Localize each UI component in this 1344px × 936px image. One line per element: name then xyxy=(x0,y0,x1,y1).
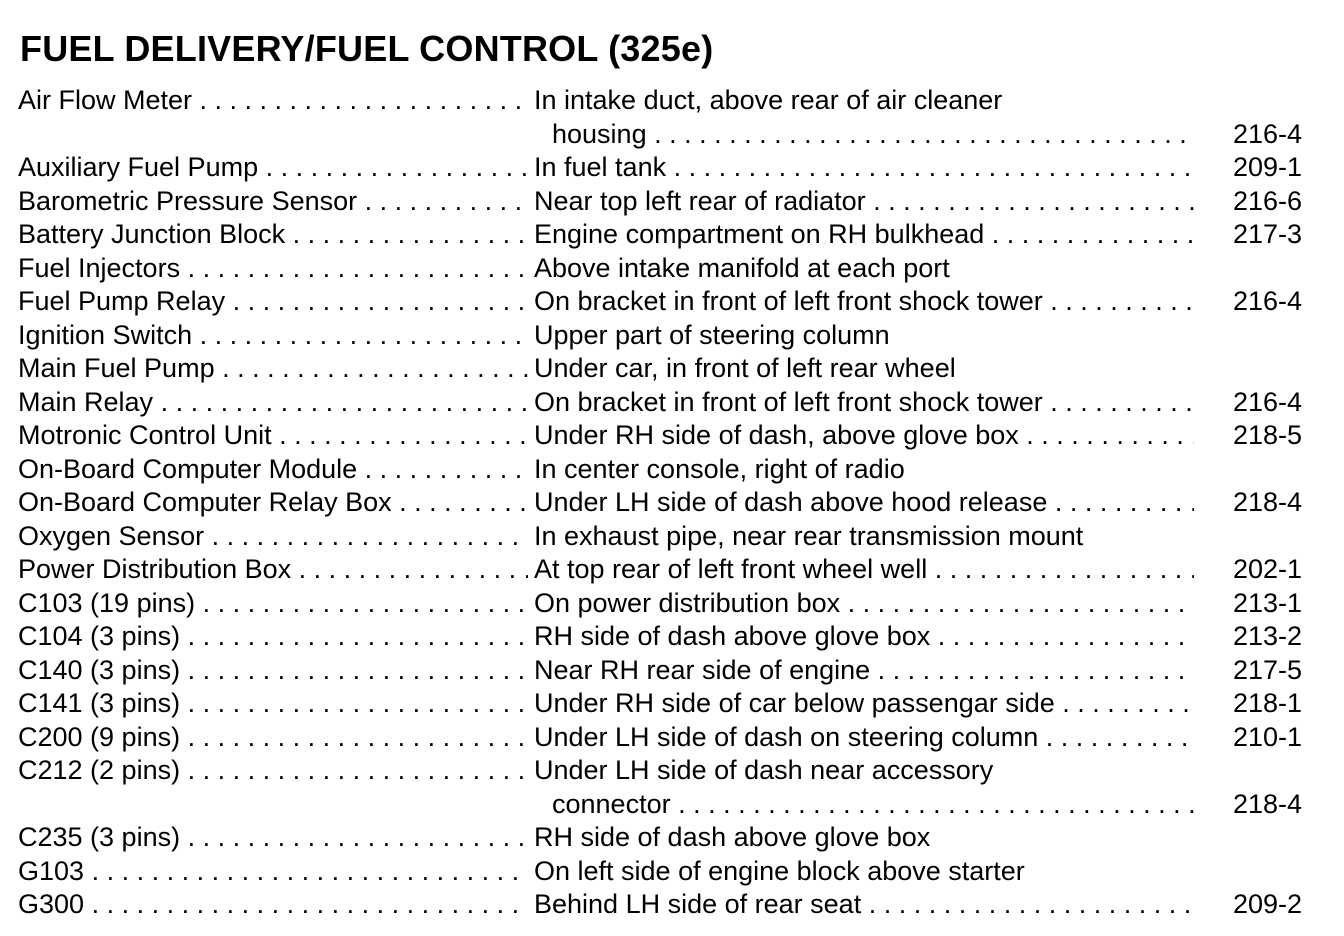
component-location: Near RH rear side of engine . . . xyxy=(534,654,1194,688)
component-location-continued: connector . . . xyxy=(552,788,1194,822)
table-row xyxy=(18,453,1318,487)
component-location-table xyxy=(18,84,1318,922)
page-reference: 218-1 xyxy=(1232,688,1302,718)
component-name: C103 (19 pins) . . . xyxy=(18,587,528,621)
component-location: Engine compartment on RH bulkhead . . . xyxy=(534,218,1194,252)
component-name: Oxygen Sensor . . . xyxy=(18,520,528,554)
table-row xyxy=(18,553,1318,587)
table-row-continuation xyxy=(18,788,1318,822)
table-row xyxy=(18,821,1318,855)
page-reference: 209-2 xyxy=(1232,889,1302,919)
table-row xyxy=(18,754,1318,788)
component-location: Above intake manifold at each port xyxy=(534,252,950,283)
page-reference: 216-4 xyxy=(1232,286,1302,316)
component-location: In center console, right of radio xyxy=(534,453,905,484)
component-location: Behind LH side of rear seat . . . xyxy=(534,888,1194,922)
page-title: FUEL DELIVERY/FUEL CONTROL (325e) xyxy=(20,28,714,69)
page-reference: 216-6 xyxy=(1232,185,1302,216)
component-location-continued: housing . . . xyxy=(552,118,1194,152)
table-row xyxy=(18,620,1318,654)
table-row xyxy=(18,587,1318,621)
component-name: C141 (3 pins) . . . xyxy=(18,687,528,721)
table-row xyxy=(18,185,1318,219)
component-location: Under car, in front of left rear wheel xyxy=(534,353,956,383)
table-row xyxy=(18,486,1318,520)
component-name: Auxiliary Fuel Pump . . . xyxy=(18,151,528,185)
page-reference: 218-5 xyxy=(1232,420,1302,450)
table-row xyxy=(18,654,1318,688)
component-name: C140 (3 pins) . . . xyxy=(18,654,528,688)
table-row-continuation xyxy=(18,118,1318,152)
component-location: Under LH side of dash above hood release . . . xyxy=(534,486,1194,520)
component-name: Main Relay . . . xyxy=(18,386,528,420)
table-row xyxy=(18,520,1318,554)
table-row xyxy=(18,84,1318,118)
component-location: Near top left rear of radiator . . . xyxy=(534,185,1194,219)
page-reference: 209-1 xyxy=(1232,152,1302,182)
component-location: Under LH side of dash on steering column . . . xyxy=(534,721,1194,755)
component-location: On bracket in front of left front shock tower . . . xyxy=(534,386,1194,420)
component-name: Main Fuel Pump . . . xyxy=(18,352,528,386)
table-row xyxy=(18,386,1318,420)
component-name: G103 . . . xyxy=(18,855,528,889)
table-row xyxy=(18,419,1318,453)
page-reference: 218-4 xyxy=(1232,788,1302,819)
table-row xyxy=(18,721,1318,755)
component-name: Fuel Pump Relay . . . xyxy=(18,285,528,319)
component-name: C104 (3 pins) . . . xyxy=(18,620,528,654)
table-row xyxy=(18,151,1318,185)
component-name: C212 (2 pins) . . . xyxy=(18,754,528,788)
table-row xyxy=(18,319,1318,353)
component-location: Under RH side of dash, above glove box . . . xyxy=(534,419,1194,453)
table-row xyxy=(18,252,1318,286)
component-location: RH side of dash above glove box . . . xyxy=(534,620,1194,654)
page-reference: 210-1 xyxy=(1232,721,1302,752)
component-name: Motronic Control Unit . . . xyxy=(18,419,528,453)
table-row xyxy=(18,285,1318,319)
component-name: Battery Junction Block . . . xyxy=(18,218,528,252)
component-location: Upper part of steering column xyxy=(534,319,890,350)
component-name: Air Flow Meter . . . xyxy=(18,84,528,118)
component-name: Barometric Pressure Sensor . . . xyxy=(18,185,528,219)
component-location: On power distribution box . . . xyxy=(534,587,1194,621)
component-name: C200 (9 pins) . . . xyxy=(18,721,528,755)
component-location: RH side of dash above glove box xyxy=(534,822,931,852)
table-row xyxy=(18,855,1318,889)
table-row xyxy=(18,687,1318,721)
component-name: On-Board Computer Module . . . xyxy=(18,453,528,487)
page-reference: 216-4 xyxy=(1232,118,1302,149)
page-reference: 218-4 xyxy=(1232,487,1302,517)
page-reference: 213-1 xyxy=(1232,587,1302,618)
page-reference: 202-1 xyxy=(1232,554,1302,584)
page-reference: 216-4 xyxy=(1232,386,1302,417)
component-name: Fuel Injectors . . . xyxy=(18,252,528,286)
component-name: G300 . . . xyxy=(18,888,528,922)
component-location: Under RH side of car below passengar side . . . xyxy=(534,687,1194,721)
table-row xyxy=(18,218,1318,252)
component-name: Power Distribution Box . . . xyxy=(18,553,528,587)
component-location: In intake duct, above rear of air cleaner xyxy=(534,85,1003,115)
component-name: On-Board Computer Relay Box . . . xyxy=(18,486,528,520)
component-name: C235 (3 pins) . . . xyxy=(18,821,528,855)
table-row xyxy=(18,352,1318,386)
page-reference: 213-2 xyxy=(1232,621,1302,651)
table-row xyxy=(18,888,1318,922)
component-name: Ignition Switch . . . xyxy=(18,319,528,353)
page-reference: 217-5 xyxy=(1232,654,1302,685)
component-location: At top rear of left front wheel well . . . xyxy=(534,553,1194,587)
component-location: In exhaust pipe, near rear transmission mount xyxy=(534,520,1084,551)
component-location: Under LH side of dash near accessory xyxy=(534,755,994,785)
page-reference: 217-3 xyxy=(1232,219,1302,249)
component-location: In fuel tank . . . xyxy=(534,151,1194,185)
component-location: On left side of engine block above starter xyxy=(534,855,1025,886)
component-location: On bracket in front of left front shock tower . . . xyxy=(534,285,1194,319)
